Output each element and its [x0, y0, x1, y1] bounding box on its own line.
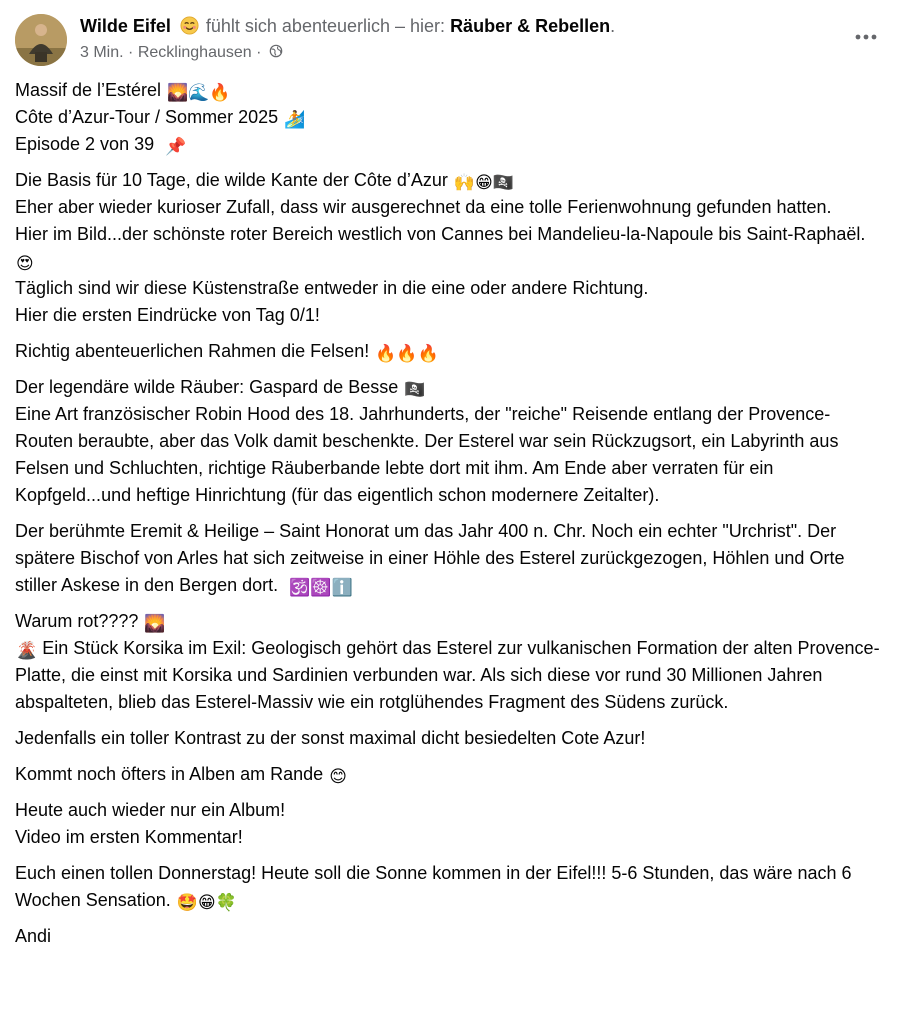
warum-rot-line: Warum rot???? — [15, 611, 139, 631]
volcano-emoji: 🌋 — [16, 641, 38, 661]
paragraph-title — [15, 77, 887, 158]
paragraph-donnerstag — [15, 860, 887, 914]
tour-line: Côte d’Azur-Tour / Sommer 2025 — [15, 107, 279, 127]
paragraph-raeuber — [15, 374, 887, 509]
kuestenstrasse-line: Täglich sind wir diese Küstenstraße entweder in die eine oder andere Richtung. — [15, 278, 649, 298]
alben-emoji: 😊 — [329, 767, 347, 787]
paragraph-alben — [15, 761, 887, 788]
warum-rot-emoji: 🌄 — [144, 614, 166, 634]
paragraph-album — [15, 797, 887, 851]
raeuber-emoji: 🏴‍☠️ — [404, 380, 426, 400]
post-message — [15, 77, 887, 959]
eremit-text: Der berühmte Eremit & Heilige – Saint Honorat um das Jahr 400 n. Chr. Noch ein echter "Urchrist". Der spätere Bischof von Arles hat sich zeitweise in einer Höhle des Esterel zurückgezogen, Höhlen und Orte stiller Askese in den Bergen dort. — [15, 521, 845, 595]
title-line: Massif de l’Estérel — [15, 80, 162, 100]
kontrast-line: Jedenfalls ein toller Kontrast zu der sonst maximal dicht besiedelten Cote Azur! — [15, 728, 646, 748]
felsen-line: Richtig abenteuerlichen Rahmen die Felsen! — [15, 341, 370, 361]
paragraph-basis — [15, 167, 887, 329]
eremit-emoji: 🕉️☸️ℹ️ — [289, 578, 353, 598]
donnerstag-emoji: 🤩😁🍀 — [176, 893, 237, 913]
meta-separator: · — [128, 44, 134, 61]
signature-name: Andi — [15, 926, 52, 946]
bild-line: Hier im Bild...der schönste roter Bereich westlich von Cannes bei Mandelieu-la-Napoule bis Saint-Raphaël. — [15, 224, 866, 244]
robin-hood-text: Eine Art französischer Robin Hood des 18. Jahrhunderts, der "reiche" Reisende entlang der Provence-Routen beraubte, aber das Volk damit beschenkte. Der Esterel war sein Rückzugsort, ein Labyrinth aus Felsen und Schluchten, richtige Räuberbande lebte dort mit ihm. Am Ende aber verraten für ein Kopfgeld...und heftige Hinrichtung (für das eigentlich schon modernere Zeitalter). — [15, 404, 839, 505]
tour-emoji: 🏄 — [284, 110, 306, 130]
feeling-emoji-icon — [180, 16, 199, 35]
korsika-text: Ein Stück Korsika im Exil: Geologisch gehört das Esterel zur vulkanischen Formation der alten Provence-Platte, die einst mit Korsika und Sardinien verbunden war. Als sich diese vor rund 30 Millionen Jahren abspalteten, blieb das Esterel-Massiv wie ein rotglühendes Fragment des Südens zurück. — [15, 638, 880, 712]
bild-emoji: 😍 — [16, 254, 34, 274]
donnerstag-text: Euch einen tollen Donnerstag! Heute soll die Sonne kommen in der Eifel!!! 5-6 Stunden, das wäre nach 6 Wochen Sensation. — [15, 863, 852, 910]
group-suffix: . — [610, 16, 616, 36]
meta-separator-2: · — [256, 44, 262, 61]
paragraph-kontrast — [15, 725, 887, 752]
post-options-button[interactable] — [846, 18, 886, 54]
paragraph-rot — [15, 608, 887, 716]
paragraph-felsen — [15, 338, 887, 365]
raeuber-line: Der legendäre wilde Räuber: Gaspard de Besse — [15, 377, 399, 397]
episode-emoji: 📌 — [165, 137, 187, 157]
paragraph-eremit — [15, 518, 887, 599]
feeling-text: fühlt sich abenteuerlich – hier: — [205, 16, 446, 36]
avatar-photo — [15, 14, 67, 66]
post-timestamp-link[interactable]: 3 Min. — [80, 44, 124, 61]
post-meta — [80, 42, 283, 64]
basis-emoji: 🙌😁🏴‍☠️ — [453, 173, 514, 193]
group-link[interactable]: Räuber & Rebellen — [450, 16, 611, 36]
episode-line: Episode 2 von 39 — [15, 134, 155, 154]
post-header — [0, 0, 905, 70]
alben-line: Kommt noch öfters in Alben am Rande — [15, 764, 324, 784]
eindruecke-line: Hier die ersten Eindrücke von Tag 0/1! — [15, 305, 320, 325]
zufall-line: Eher aber wieder kurioser Zufall, dass wir ausgerechnet da eine tolle Ferienwohnung gefunden hatten. — [15, 197, 832, 217]
video-line: Video im ersten Kommentar! — [15, 827, 243, 847]
felsen-emoji: 🔥🔥🔥 — [375, 344, 439, 364]
author-name-link[interactable]: Wilde Eifel — [80, 16, 171, 36]
post-header-line — [80, 13, 615, 39]
more-horizontal-icon — [855, 34, 877, 40]
paragraph-signature — [15, 923, 887, 950]
album-line: Heute auch wieder nur ein Album! — [15, 800, 286, 820]
title-emoji: 🌄🌊🔥 — [167, 83, 231, 103]
location-link[interactable]: Recklinghausen — [137, 44, 252, 61]
basis-line: Die Basis für 10 Tage, die wilde Kante der Côte d’Azur — [15, 170, 448, 190]
globe-icon[interactable] — [269, 44, 283, 58]
author-avatar[interactable] — [15, 14, 67, 66]
